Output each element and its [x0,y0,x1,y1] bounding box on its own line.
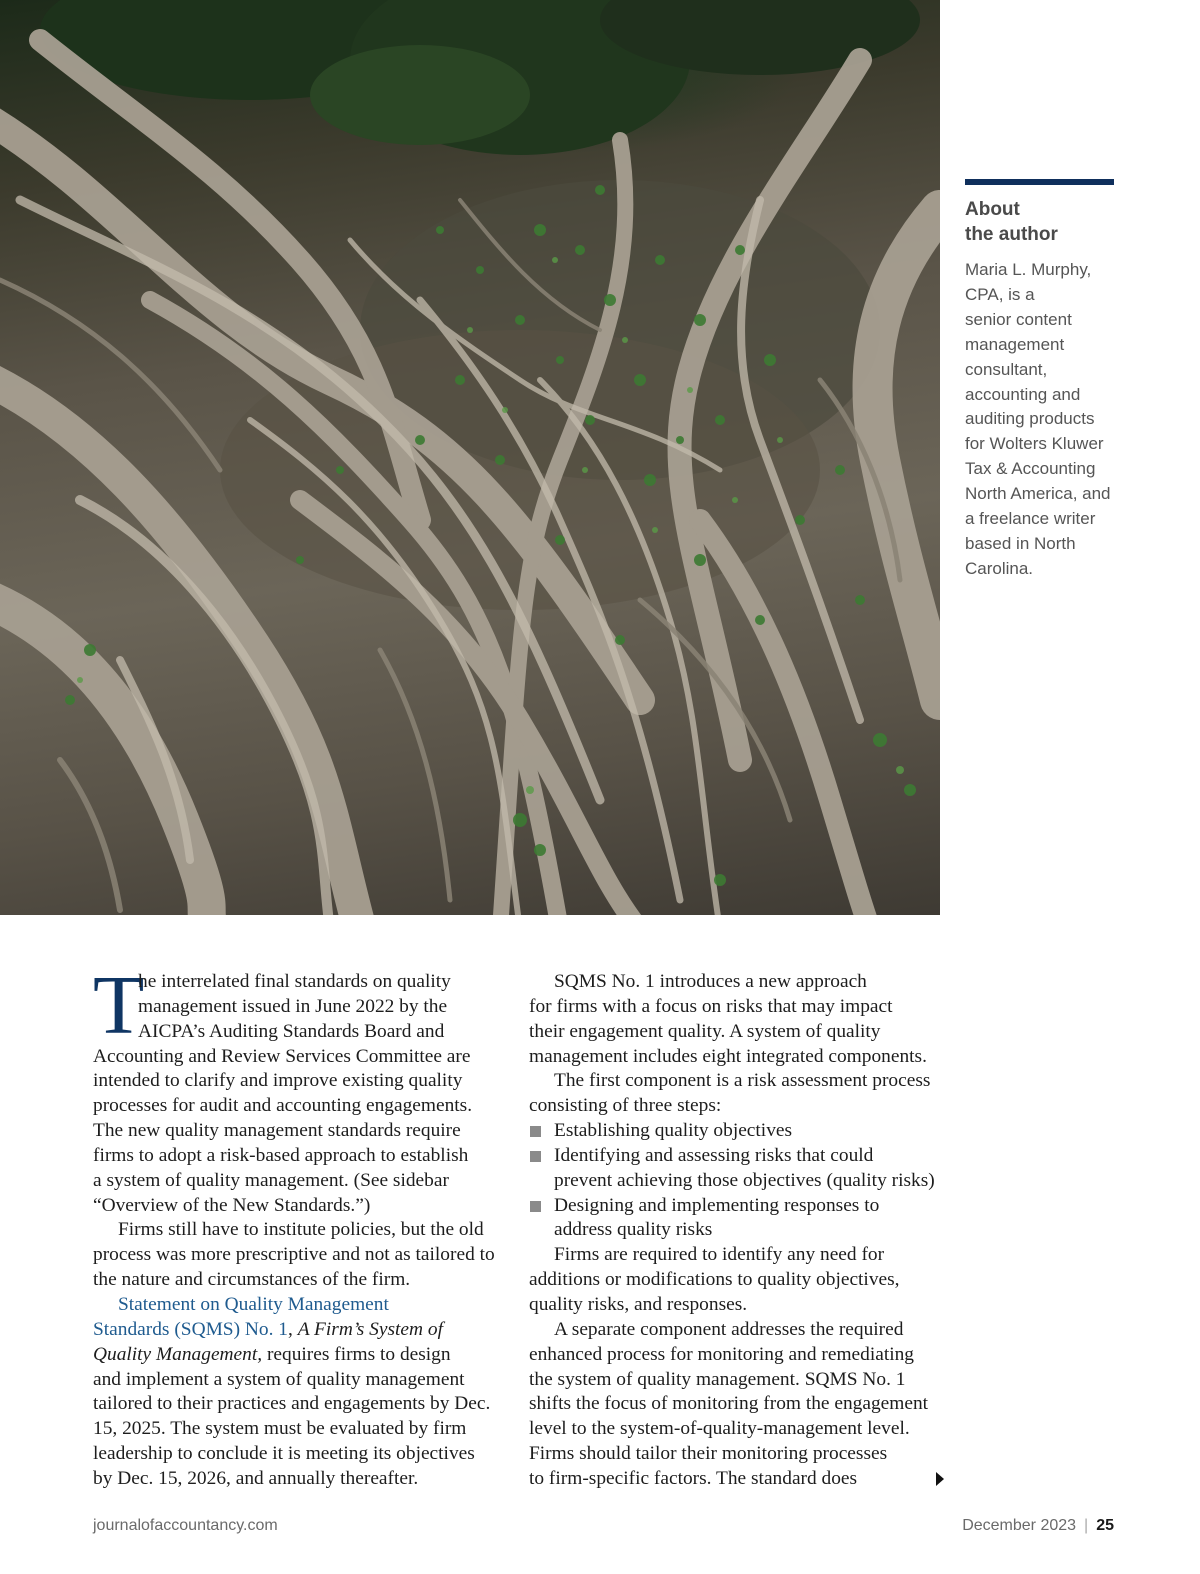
page-number: 25 [1096,1517,1114,1534]
text-line: firms to adopt a risk-based approach to establish [93,1144,469,1166]
text-line [93,1293,513,1318]
bio-line: management [965,334,1065,354]
bio-line: North America, and [965,484,1111,504]
about-heading [965,197,1125,247]
text-line: intended to clarify and improve existing quality [93,1070,463,1092]
text-line: process was more prescriptive and not as tailored to [93,1244,495,1266]
about-heading-line: About [965,199,1020,220]
article-column-left [93,970,513,1492]
bullet-item [529,1119,949,1144]
text-line [93,1343,513,1368]
continued-arrow-icon [936,1472,944,1486]
text-line: quality risks, and responses. [529,1293,748,1315]
bio-line: auditing products [965,409,1095,429]
text-line: A separate component addresses the required [554,1318,904,1340]
bullet-continuation: address quality risks [554,1219,713,1241]
text-line: a system of quality management. (See sidebar [93,1169,449,1191]
bullet-text: Establishing quality objectives [554,1120,793,1142]
text-line: Accounting and Review Services Committee are [93,1045,471,1067]
text-line: management includes eight integrated components. [529,1045,927,1067]
text-line: shifts the focus of monitoring from the engagement [529,1393,929,1415]
about-heading-line: the author [965,224,1058,245]
footer-website[interactable]: journalofaccountancy.com [93,1517,278,1534]
bio-line: Tax & Accounting [965,459,1096,479]
text-line: The first component is a risk assessment process [554,1070,931,1092]
text-line [93,1318,513,1343]
text-line: processes for audit and accounting engagements. [93,1095,473,1117]
bio-line: senior content [965,309,1072,329]
text-line: Firms still have to institute policies, but the old [118,1219,484,1241]
text-line: The new quality management standards require [93,1120,461,1142]
bio-line: CPA, is a [965,284,1035,304]
bullet-continuation: prevent achieving those objectives (quality risks) [554,1169,935,1191]
text-line: management issued in June 2022 by the [138,995,448,1017]
bio-line: based in North [965,533,1076,553]
drop-cap: T [93,959,145,1052]
bullet-square-icon [530,1126,541,1137]
text-line: by Dec. 15, 2026, and annually thereafter. [93,1467,419,1489]
text-line: 15, 2025. The system must be evaluated by firm [93,1418,467,1440]
text-line: tailored to their practices and engagements by Dec. [93,1393,491,1415]
text-fragment: requires firms to design [262,1343,451,1365]
title-italic: Quality Management, [93,1343,263,1365]
text-line: and implement a system of quality management [93,1368,465,1390]
footer-issue-info [962,1517,1114,1535]
bullet-square-icon [530,1151,541,1162]
bullet-item [529,1194,949,1219]
bullet-item [529,1144,949,1169]
bio-line: Maria L. Murphy, [965,260,1092,279]
text-line: leadership to conclude it is meeting its objectives [93,1443,475,1465]
text-line: Firms should tailor their monitoring processes [529,1443,888,1465]
text-line: AICPA’s Auditing Standards Board and [138,1020,445,1042]
bio-line: consultant, [965,359,1048,379]
footer-date: December 2023 [962,1517,1077,1534]
text-line: consisting of three steps: [529,1095,722,1117]
text-line: “Overview of the New Standards.”) [93,1194,371,1216]
bio-line: a freelance writer [965,509,1096,529]
text-line: the system of quality management. SQMS No. 1 [529,1368,906,1390]
bullet-text: Identifying and assessing risks that could [554,1144,874,1166]
text-line: level to the system-of-quality-management level. [529,1418,910,1440]
text-line: the nature and circumstances of the firm. [93,1269,411,1291]
sqms-link[interactable]: Statement on Quality Management [118,1293,389,1315]
bullet-text: Designing and implementing responses to [554,1194,880,1216]
bio-line: Carolina. [965,558,1034,578]
text-line: Firms are required to identify any need for [554,1244,885,1266]
text-line: for firms with a focus on risks that may impact [529,995,893,1017]
article-column-right [529,970,949,1492]
about-divider [965,179,1114,185]
text-line: additions or modifications to quality objectives, [529,1269,900,1291]
title-italic: A Firm’s System of [297,1318,443,1340]
footer-separator: | [1084,1517,1089,1534]
sqms-link[interactable]: Standards (SQMS) No. 1 [93,1318,288,1340]
text-line: SQMS No. 1 introduces a new approach [554,971,867,992]
bio-line: for Wolters Kluwer [965,434,1104,454]
bullet-square-icon [530,1201,541,1212]
text-line: enhanced process for monitoring and remediating [529,1343,914,1365]
text-fragment: , [288,1318,298,1340]
text-line: he interrelated final standards on quality [138,971,451,992]
tree-roots-photo [0,0,940,915]
text-line: their engagement quality. A system of quality [529,1020,881,1042]
text-line: to firm-specific factors. The standard does [529,1467,858,1489]
bio-line: accounting and [965,384,1081,404]
author-bio [965,258,1125,582]
